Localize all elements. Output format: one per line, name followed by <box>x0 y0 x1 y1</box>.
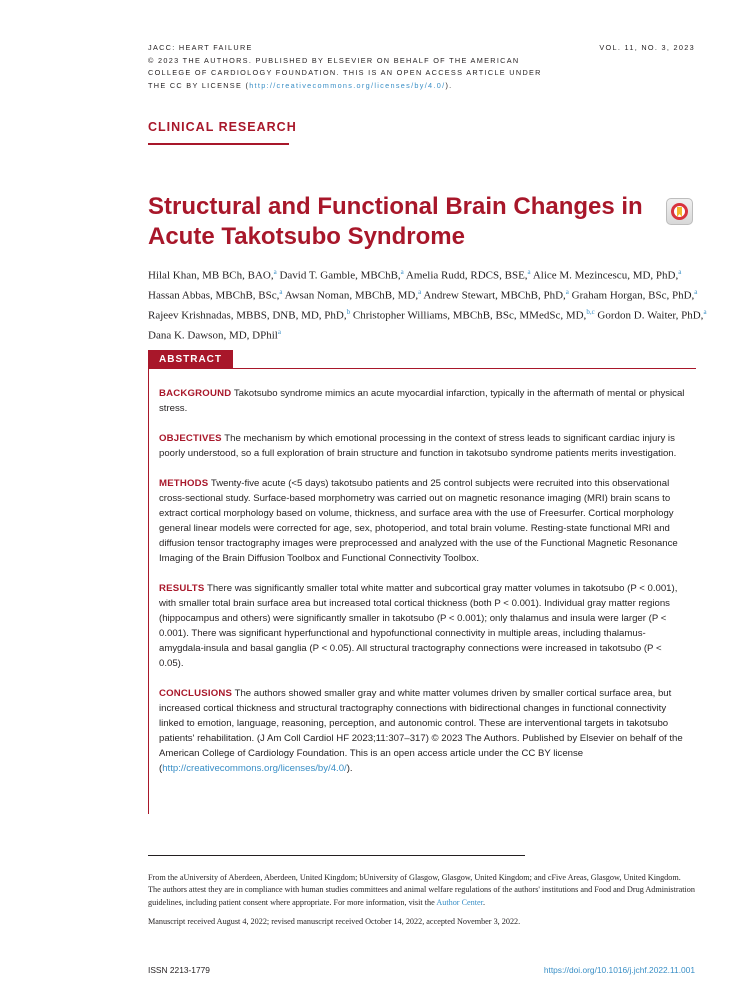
author-name: Awsan Noman, MBChB, MD, <box>284 289 419 302</box>
author-name: Christopher Williams, MBChB, BSc, MMedSc, MD, <box>352 309 587 322</box>
author-affiliation: a <box>565 287 569 296</box>
author-affiliation: a <box>279 287 283 296</box>
license-link-header[interactable]: http://creativecommons.org/licenses/by/4.0/ <box>249 80 446 90</box>
abstract-top-rule <box>148 368 696 369</box>
crossmark-icon[interactable] <box>666 198 693 225</box>
author-list <box>148 264 708 343</box>
author-affiliation: a <box>527 268 531 276</box>
issn: ISSN 2213-1779 <box>148 965 210 975</box>
footnotes <box>148 872 696 928</box>
author-name: Hassan Abbas, MBChB, BSc, <box>148 289 280 302</box>
abstract-results: RESULTS There was significantly smaller total white matter and subcortical gray matter volumes in takotsubo (P < 0.001), with smaller total brain surface area but increased total cortical thickness (both P < 0.001). Individual gray matter regions (hippocampus and others) were significantly smaller in takotsubo (P < 0.001); only thalamus and insula were larger (P < 0.001). There was significant hyperfunctional and hypofunctional connectivity in multiple areas, including thalamus-amygdala-insula and basal ganglia (P < 0.05). All structural tractography connections were increased in takotsubo (P < 0.05). <box>159 583 678 669</box>
section-label: CLINICAL RESEARCH <box>148 120 297 134</box>
journal-name: JACC: HEART FAILURE <box>148 43 253 52</box>
abstract-background: BACKGROUND Takotsubo syndrome mimics an acute myocardial infarction, typically in the aftermath of mental or physical stress. <box>159 388 685 414</box>
author-name: Amelia Rudd, RDCS, BSE, <box>405 269 528 282</box>
author-name: Hilal Khan, MB BCh, BAO, <box>148 269 274 282</box>
article-title: Structural and Functional Brain Changes in Acute Takotsubo Syndrome <box>148 193 643 250</box>
footnote-manuscript: Manuscript received August 4, 2022; revised manuscript received October 14, 2022, accepted November 3, 2022. <box>148 916 521 926</box>
author-affiliation: a <box>400 268 404 276</box>
author-affiliation: b,c <box>586 307 595 316</box>
doi-link[interactable]: https://doi.org/10.1016/j.jchf.2022.11.001 <box>543 965 695 975</box>
abstract-methods: METHODS Twenty-five acute (<5 days) takotsubo patients and 25 control subjects were recruited into this observational cross-sectional study. Surface-based morphometry was carried out on magnetic resonance imaging (MRI) brain scans to extract cortical morphology based on volume, thickness, and surface area with the use of Freesurfer. Cortical morphology general linear models were corrected for age, sex, photoperiod, and total brain volume. Resting-state functional MRI and diffusion tensor tractography images were preprocessed and analyzed with the use of the Functional Magnetic Resonance Imaging of the Brain Diffusion Toolbox and Functional Connectivity Toolbox. <box>159 478 678 564</box>
footnote-rule <box>148 855 525 856</box>
author-name: David T. Gamble, MBChB, <box>279 269 401 282</box>
author-center-link[interactable]: Author Center <box>436 897 483 907</box>
volume-info: VOL. 11, NO. 3, 2023 <box>599 43 695 52</box>
author-affiliation: a <box>273 268 277 276</box>
author-name: Gordon D. Waiter, PhD, <box>597 309 704 322</box>
author-name: Andrew Stewart, MBChB, PhD, <box>423 289 566 302</box>
author-affiliation: a <box>678 268 682 276</box>
footnote-affiliations: From the aUniversity of Aberdeen, Aberdeen, United Kingdom; bUniversity of Glasgow, Glasgow, United Kingdom; and cFive Areas, Glasgow, United Kingdom. <box>148 873 681 882</box>
author-affiliation: b <box>346 307 351 316</box>
abstract-conclusions: CONCLUSIONS The authors showed smaller gray and white matter volumes driven by smaller cortical surface area, but increased cortical thickness and structural tractography connections with bidirectional changes in functional connectivity linked to emotion, language, reasoning, perception, and autonomic control. These are interventional targets in takotsubo patients' rehabilitation. (J Am Coll Cardiol HF 2023;11:307–317) © 2023 The Authors. Published by Elsevier on behalf of the American College of Cardiology Foundation. This is an open access article under the CC BY license (http://creativecommons.org/licenses/by/4.0/). <box>159 688 683 774</box>
section-rule <box>148 143 289 145</box>
copyright-line-1: © 2023 THE AUTHORS. PUBLISHED BY ELSEVIER ON BEHALF OF THE AMERICAN <box>148 55 520 65</box>
author-name: Dana K. Dawson, MD, DPhil <box>148 329 278 342</box>
author-name: Rajeev Krishnadas, MBBS, DNB, MD, PhD, <box>148 309 347 322</box>
abstract-body <box>159 386 686 791</box>
license-link-abstract[interactable]: http://creativecommons.org/licenses/by/4.0/ <box>162 763 347 774</box>
abstract-label: ABSTRACT <box>148 350 233 369</box>
author-affiliation: a <box>418 287 422 296</box>
author-affiliation: a <box>694 287 698 296</box>
copyright-line-2: COLLEGE OF CARDIOLOGY FOUNDATION. THIS IS AN OPEN ACCESS ARTICLE UNDER <box>148 68 542 77</box>
abstract-side-rule <box>148 368 149 814</box>
footnote-ethics: The authors attest they are in compliance with human studies committees and animal welfare regulations of the authors' institutions and Food and Drug Administration guidelines, including patient consent where appropriate. For more information, visit the Author Center. <box>148 885 695 907</box>
author-name: Alice M. Mezincescu, MD, PhD, <box>532 269 679 282</box>
author-affiliation: a <box>277 327 281 336</box>
journal-header <box>148 42 568 92</box>
author-affiliation: a <box>703 307 707 316</box>
author-name: Graham Horgan, BSc, PhD, <box>571 289 695 302</box>
abstract-objectives: OBJECTIVES The mechanism by which emotional processing in the context of stress leads to significant cardiac injury is poorly understood, so a full exploration of brain structure and function in takotsubo syndrome patients merits investigation. <box>159 433 677 459</box>
copyright-line-3: THE CC BY LICENSE (http://creativecommons.org/licenses/by/4.0/). <box>148 80 453 90</box>
